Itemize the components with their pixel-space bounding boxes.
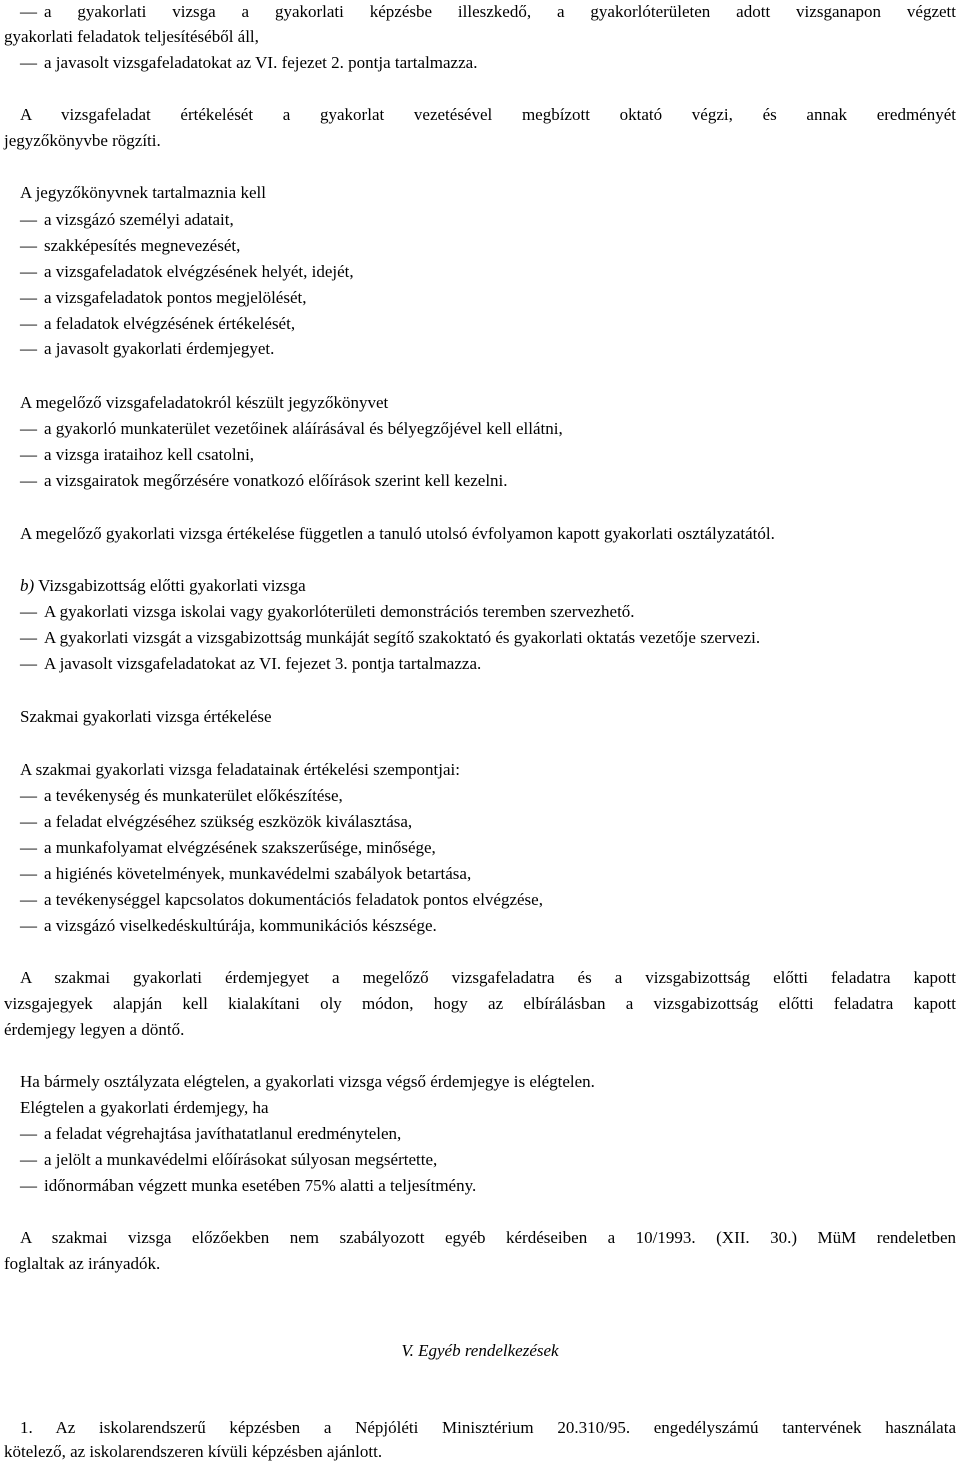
paragraph-line: Ha bármely osztályzata elégtelen, a gyakorlati vizsga végső érdemjegye is elégtelen.	[20, 1072, 595, 1091]
dash-item: — a vizsgafeladatok pontos megjelölését,	[20, 288, 306, 308]
paragraph-heading: Elégtelen a gyakorlati érdemjegy, ha	[20, 1098, 269, 1117]
dash-item: — a vizsgázó személyi adatait,	[20, 210, 234, 230]
dash-item: — A gyakorlati vizsgát a vizsgabizottság munkáját segítő szakoktató és gyakorlati oktatás vezetője szervezi.	[20, 628, 760, 648]
subheading-title: Vizsgabizottság előtti gyakorlati vizsga	[34, 576, 306, 595]
subheading-marker: b)	[20, 576, 35, 595]
dash-item: — a javasolt vizsgafeladatokat az VI. fejezet 2. pontja tartalmazza.	[20, 53, 477, 73]
paragraph-line: A vizsgafeladat értékelését a gyakorlat vezetésével megbízott oktató végzi, és annak eredményét	[20, 105, 956, 124]
paragraph-line: jegyzőkönyvbe rögzíti.	[4, 131, 161, 150]
paragraph-line: A szakmai vizsga előzőekben nem szabályozott egyéb kérdéseiben a 10/1993. (XII. 30.) MüM rendeletben	[20, 1228, 956, 1247]
dash-item: — A javasolt vizsgafeladatokat az VI. fejezet 3. pontja tartalmazza.	[20, 654, 481, 674]
section-subheading	[20, 576, 306, 596]
paragraph-line: 1. Az iskolarendszerű képzésben a Népjóléti Minisztérium 20.310/95. engedélyszámú tantervének használata	[20, 1418, 956, 1437]
dash-item: — A gyakorlati vizsga iskolai vagy gyakorlóterületi demonstrációs teremben szervezhető.	[20, 602, 635, 622]
dash-item: — a tevékenység és munkaterület előkészítése,	[20, 786, 343, 806]
dash-item: — a vizsgázó viselkedéskultúrája, kommunikációs készsége.	[20, 916, 437, 936]
dash-item: — a feladatok elvégzésének értékelését,	[20, 314, 295, 334]
paragraph-line: A szakmai gyakorlati érdemjegyet a megelőző vizsgafeladatra és a vizsgabizottság előtti feladatra kapott	[20, 968, 956, 987]
dash-item: — a javasolt gyakorlati érdemjegyet.	[20, 339, 274, 359]
paragraph-line: érdemjegy legyen a döntő.	[4, 1020, 185, 1039]
paragraph-line: kötelező, az iskolarendszeren kívüli képzésben ajánlott.	[4, 1442, 383, 1461]
dash-item: — a gyakorló munkaterület vezetőinek aláírásával és bélyegzőjével kell ellátni,	[20, 419, 563, 439]
dash-item: — a vizsgafeladatok elvégzésének helyét, idejét,	[20, 262, 354, 282]
paragraph-heading: A megelőző vizsgafeladatokról készült jegyzőkönyvet	[20, 393, 389, 412]
paragraph-line: vizsgajegyek alapján kell kialakítani oly módon, hogy az elbírálásban a vizsgabizottság előtti feladatra kapott	[4, 994, 956, 1013]
section-heading: Szakmai gyakorlati vizsga értékelése	[20, 707, 272, 726]
dash-item: — a jelölt a munkavédelmi előírásokat súlyosan megsértette,	[20, 1150, 437, 1170]
dash-item: — a higiénés követelmények, munkavédelmi szabályok betartása,	[20, 864, 471, 884]
dash-item: — a munkafolyamat elvégzésének szakszerűsége, minősége,	[20, 838, 436, 858]
text-line: gyakorlati feladatok teljesítéséből áll,	[4, 27, 259, 46]
dash-item: — a feladat végrehajtása javíthatatlanul eredménytelen,	[20, 1124, 401, 1144]
paragraph-heading: A jegyzőkönyvnek tartalmaznia kell	[20, 183, 266, 202]
paragraph-line: A megelőző gyakorlati vizsga értékelése független a tanuló utolsó évfolyamon kapott gyakorlati osztályzatától.	[20, 524, 775, 543]
chapter-heading: V. Egyéb rendelkezések	[401, 1341, 559, 1360]
dash-item: — a feladat elvégzéséhez szükség eszközök kiválasztása,	[20, 812, 412, 832]
dash-item: — a vizsga irataihoz kell csatolni,	[20, 445, 254, 465]
dash-item: — a tevékenységgel kapcsolatos dokumentációs feladatok pontos elvégzése,	[20, 890, 543, 910]
dash-item: — szakképesítés megnevezését,	[20, 236, 240, 256]
paragraph-line: foglaltak az irányadók.	[4, 1254, 161, 1273]
dash-item: — a vizsgairatok megőrzésére vonatkozó előírások szerint kell kezelni.	[20, 471, 508, 491]
dash-item: — időnormában végzett munka esetében 75% alatti a teljesítmény.	[20, 1176, 476, 1196]
paragraph-heading: A szakmai gyakorlati vizsga feladatainak értékelési szempontjai:	[20, 760, 460, 779]
dash-item: — a gyakorlati vizsga a gyakorlati képzésbe illeszkedő, a gyakorlóterületen adott vizsganapon végzett	[20, 2, 956, 22]
